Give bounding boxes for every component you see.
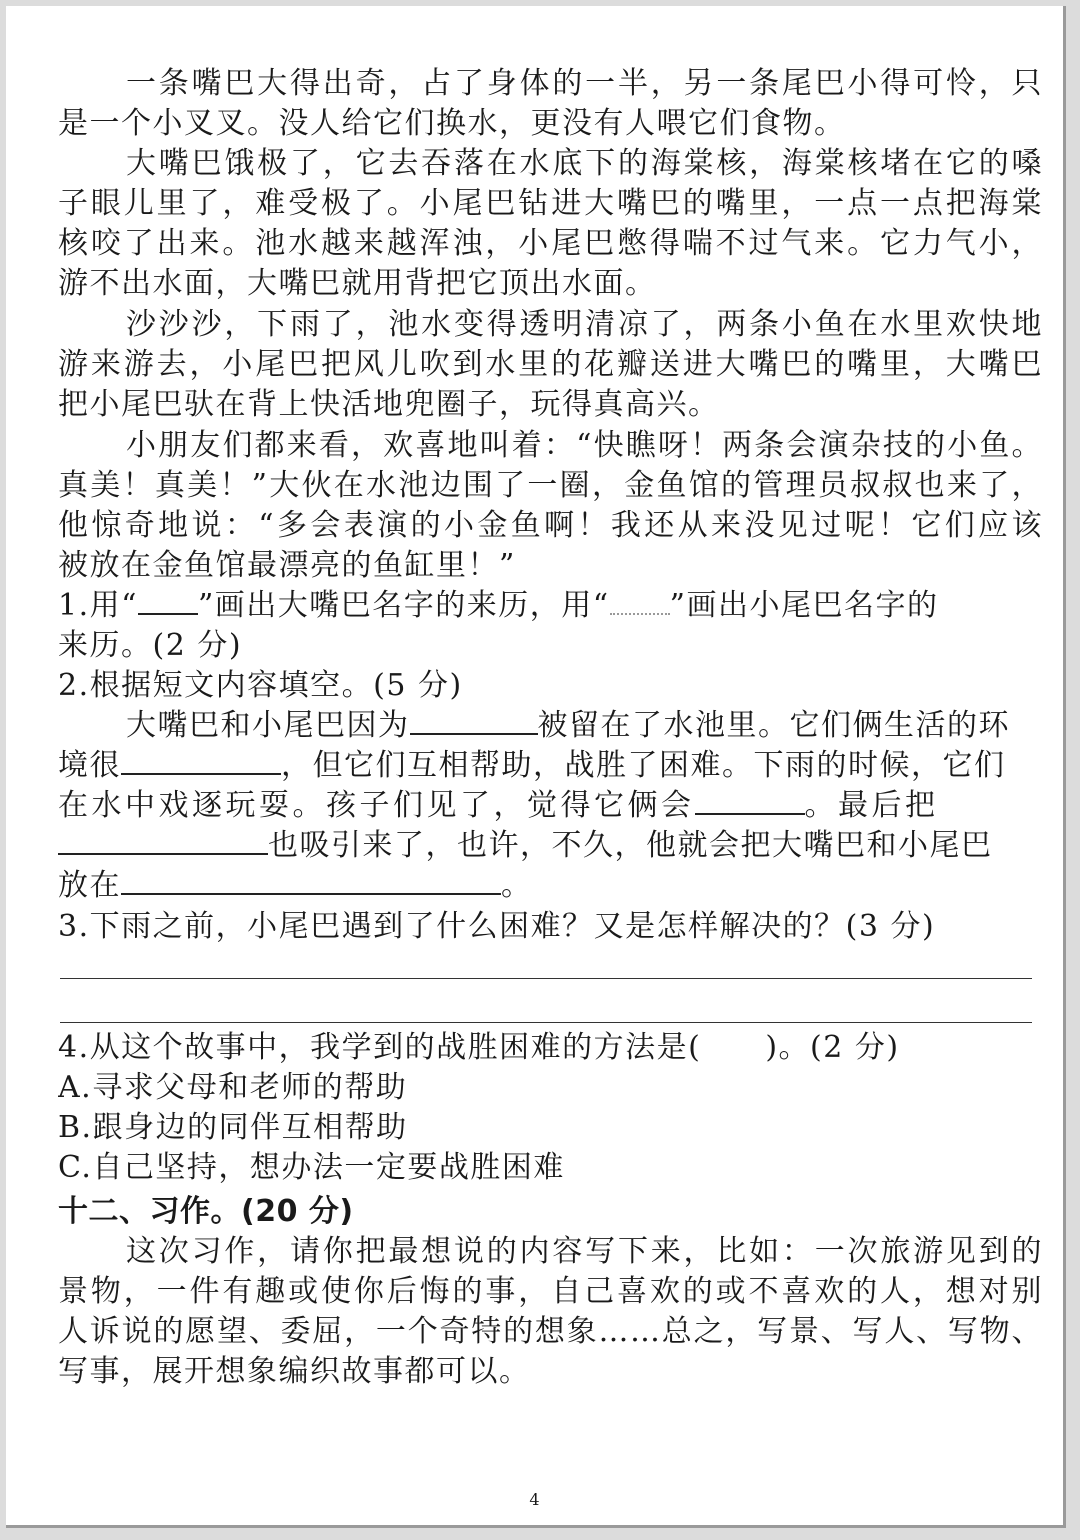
question-1 xyxy=(58,586,1043,626)
q2-text: 大嘴巴和小尾巴因为 xyxy=(126,708,410,743)
q2-text: 也吸引来了，也许，不久，他就会把大嘴巴和小尾巴 xyxy=(268,828,993,863)
section-title: 十二、习作。(20 分) xyxy=(58,1194,354,1229)
worksheet-page xyxy=(6,6,1066,1528)
question-2-title: 2.根据短文内容填空。(5 分) xyxy=(58,668,463,703)
passage-line: 把小尾巴驮在背上快活地兜圈子，玩得真高兴。 xyxy=(58,387,720,422)
option-c: C.自己坚持，想办法一定要战胜困难 xyxy=(58,1150,565,1185)
option-b: B.跟身边的同伴互相帮助 xyxy=(58,1110,408,1145)
passage-line: 游来游去，小尾巴把风儿吹到水里的花瓣送进大嘴巴的嘴里，大嘴巴 xyxy=(58,347,1043,382)
passage-line: 大嘴巴饿极了，它去吞落在水底下的海棠核，海棠核堵在它的嗓 xyxy=(126,146,1043,181)
prompt-line: 景物，一件有趣或使你后悔的事，自己喜欢的或不喜欢的人，想对别 xyxy=(58,1274,1043,1309)
wavy-line-sample xyxy=(610,587,670,615)
prompt-line: 这次习作，请你把最想说的内容写下来，比如：一次旅游见到的 xyxy=(126,1234,1043,1269)
q4-text: 4.从这个故事中，我学到的战胜困难的方法是( xyxy=(58,1030,702,1065)
passage-line: 沙沙沙，下雨了，池水变得透明清凉了，两条小鱼在水里欢快地 xyxy=(126,307,1043,342)
q2-fill-line xyxy=(58,826,1043,866)
answer-blank[interactable] xyxy=(121,747,281,775)
prompt-line: 写事，展开想象编织故事都可以。 xyxy=(58,1354,531,1389)
q2-fill-line xyxy=(58,706,1043,746)
page-number: 4 xyxy=(529,1490,540,1509)
question-3-title: 3.下雨之前，小尾巴遇到了什么困难？又是怎样解决的？(3 分) xyxy=(58,909,936,944)
answer-line[interactable] xyxy=(60,978,1032,979)
q2-fill-line xyxy=(58,786,1043,826)
passage-line: 子眼儿里了，难受极了。小尾巴钻进大嘴巴的嘴里，一点一点把海棠 xyxy=(58,186,1043,221)
answer-blank[interactable] xyxy=(58,827,268,855)
passage-line: 被放在金鱼馆最漂亮的鱼缸里！” xyxy=(58,548,516,583)
prompt-line: 人诉说的愿望、委屈，一个奇特的想象……总之，写景、写人、写物、 xyxy=(58,1314,1043,1349)
passage-line: 一条嘴巴大得出奇，占了身体的一半，另一条尾巴小得可怜，只 xyxy=(126,66,1043,101)
q2-fill-line xyxy=(58,746,1043,786)
q2-text: 放在 xyxy=(58,868,121,903)
option-a: A.寻求父母和老师的帮助 xyxy=(58,1070,408,1105)
q4-text: )。(2 分) xyxy=(765,1030,900,1065)
passage-line: 是一个小叉叉。没人给它们换水，更没有人喂它们食物。 xyxy=(58,106,846,141)
answer-blank[interactable] xyxy=(121,867,501,895)
answer-blank[interactable] xyxy=(410,707,538,735)
q2-text: 被留在了水池里。它们俩生活的环 xyxy=(537,708,1010,743)
q2-text: 境很 xyxy=(58,748,121,783)
q1-text: 1.用“ xyxy=(58,588,138,623)
question-4 xyxy=(58,1028,1043,1068)
passage-line: 他惊奇地说：“多会表演的小金鱼啊！我还从来没见过呢！它们应该 xyxy=(58,508,1043,543)
answer-line[interactable] xyxy=(60,1022,1032,1023)
q2-text: 。最后把 xyxy=(804,788,939,823)
passage-line: 小朋友们都来看，欢喜地叫着：“快瞧呀！两条会演杂技的小鱼。 xyxy=(126,428,1043,463)
passage-line: 真美！真美！”大伙在水池边围了一圈，金鱼馆的管理员叔叔也来了， xyxy=(58,468,1043,503)
q1-text: ”画出小尾巴名字的 xyxy=(669,588,939,623)
straight-line-sample xyxy=(138,587,198,615)
passage-line: 核咬了出来。池水越来越浑浊，小尾巴憋得喘不过气来。它力气小， xyxy=(58,226,1043,261)
question-1-cont: 来历。(2 分) xyxy=(58,628,243,663)
q2-text: 。 xyxy=(501,868,533,903)
answer-blank[interactable] xyxy=(695,787,805,815)
q1-text: ”画出大嘴巴名字的来历，用“ xyxy=(197,588,610,623)
q2-fill-line xyxy=(58,866,1043,906)
q2-text: 在水中戏逐玩耍。孩子们见了，觉得它俩会 xyxy=(58,788,695,823)
q2-text: ，但它们互相帮助，战胜了困难。下雨的时候，它们 xyxy=(281,748,1006,783)
passage-line: 游不出水面，大嘴巴就用背把它顶出水面。 xyxy=(58,266,657,301)
